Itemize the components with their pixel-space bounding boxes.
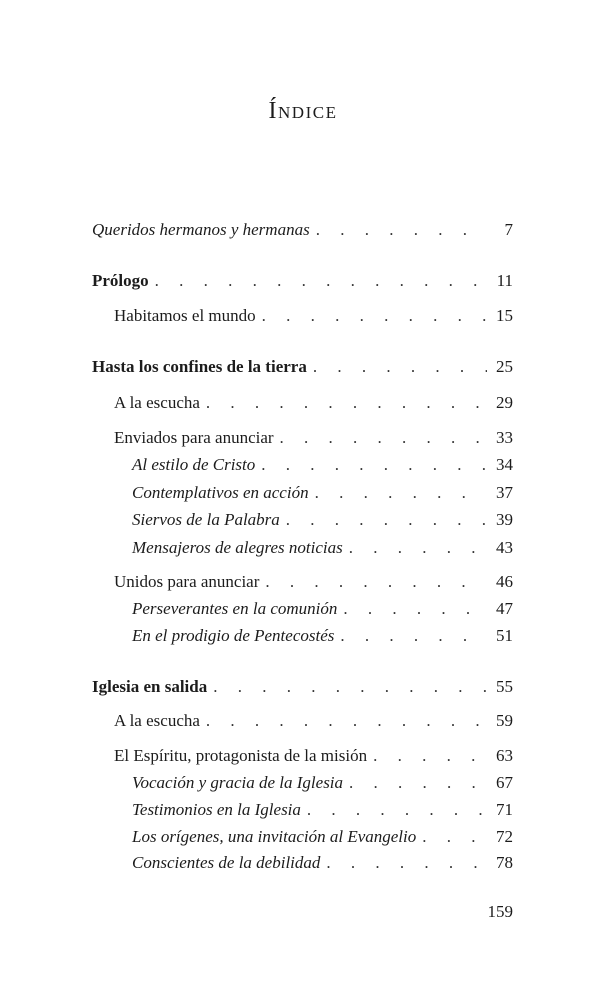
dot-leader: [309, 481, 487, 505]
toc-entry[interactable]: [92, 355, 513, 379]
toc-entry-page: 51: [496, 626, 513, 645]
toc-entry-title: Mensajeros de alegres noticias: [132, 538, 343, 557]
dot-leader: [320, 851, 487, 875]
dot-leader: [301, 798, 487, 822]
dot-leader: [343, 536, 487, 560]
toc-entry[interactable]: [92, 675, 513, 699]
toc-entry[interactable]: [132, 508, 513, 532]
toc-entry[interactable]: [132, 597, 513, 621]
toc-entry[interactable]: [114, 304, 513, 328]
toc-entry[interactable]: [92, 269, 513, 293]
toc-entry[interactable]: [114, 570, 513, 594]
dot-leader: [274, 426, 487, 450]
toc-entry-title: En el prodigio de Pentecostés: [132, 626, 335, 645]
toc-entry-title: Siervos de la Palabra: [132, 510, 280, 529]
dot-leader: [259, 570, 487, 594]
toc-entry-page: 55: [496, 677, 513, 696]
dot-leader: [207, 675, 487, 699]
toc-entry-page: 47: [496, 599, 513, 618]
toc-entry[interactable]: [114, 709, 513, 733]
toc-entry-page: 67: [496, 773, 513, 792]
toc-entry-page: 25: [496, 357, 513, 376]
toc-entry-title: Unidos para anunciar: [114, 572, 260, 591]
dot-leader: [310, 218, 487, 242]
dot-leader: [200, 391, 487, 415]
toc-entry[interactable]: [132, 624, 513, 648]
toc-entry[interactable]: [114, 426, 513, 450]
toc-entry-page: 39: [496, 510, 513, 529]
dot-leader: [255, 453, 487, 477]
dot-leader: [367, 744, 487, 768]
toc-entry-page: 11: [496, 271, 513, 290]
toc-entry-title: A la escucha: [114, 711, 200, 730]
dot-leader: [200, 709, 487, 733]
toc-entry-title: Los orígenes, una invitación al Evangelio: [132, 827, 417, 846]
toc-entry-page: 63: [496, 746, 513, 765]
dot-leader: [343, 771, 487, 795]
toc-entry-title: A la escucha: [114, 393, 200, 412]
toc-entry-title: Testimonios en la Iglesia: [132, 800, 301, 819]
toc-entry-title: Conscientes de la debilidad: [132, 853, 321, 872]
toc-entry-page: 72: [496, 827, 513, 846]
toc-entry-page: 37: [496, 483, 513, 502]
toc-entry-title: Queridos hermanos y hermanas: [92, 220, 310, 239]
toc-entry[interactable]: [114, 391, 513, 415]
dot-leader: [307, 355, 487, 379]
toc-entry[interactable]: [92, 218, 513, 242]
toc-entry-title: Hasta los confines de la tierra: [92, 357, 307, 376]
toc-entry-page: 78: [496, 853, 513, 872]
toc-entry-title: El Espíritu, protagonista de la misión: [114, 746, 368, 765]
dot-leader: [280, 508, 487, 532]
toc-entry-title: Enviados para anunciar: [114, 428, 274, 447]
dot-leader: [334, 624, 487, 648]
toc-entry-page: 29: [496, 393, 513, 412]
toc-entry[interactable]: [132, 825, 513, 849]
toc-entry-page: 71: [496, 800, 513, 819]
title-initial: Í: [268, 98, 279, 124]
toc-entry-title: Contemplativos en acción: [132, 483, 309, 502]
dot-leader: [256, 304, 487, 328]
toc-entry[interactable]: [132, 798, 513, 822]
dot-leader: [416, 825, 487, 849]
toc-entry[interactable]: [132, 453, 513, 477]
toc-entry-page: 7: [504, 220, 513, 239]
page-number: 159: [487, 902, 513, 921]
toc-entry[interactable]: [132, 851, 513, 875]
page-title: [0, 98, 606, 125]
toc-entry-title: Iglesia en salida: [92, 677, 208, 696]
toc-entry[interactable]: [132, 481, 513, 505]
toc-entry-page: 59: [496, 711, 513, 730]
toc-entry-page: 15: [496, 306, 513, 325]
toc-entry-page: 34: [496, 455, 513, 474]
toc-entry-page: 46: [496, 572, 513, 591]
toc-entry-title: Prólogo: [92, 271, 149, 290]
toc-entry-title: Vocación y gracia de la Iglesia: [132, 773, 344, 792]
toc-entry[interactable]: [132, 771, 513, 795]
dot-leader: [337, 597, 487, 621]
toc-entry-page: 43: [496, 538, 513, 557]
toc-entry-title: Perseverantes en la comunión: [132, 599, 338, 618]
toc-entry[interactable]: [114, 744, 513, 768]
dot-leader: [149, 269, 487, 293]
toc-entry-page: 33: [496, 428, 513, 447]
toc-entry-title: Al estilo de Cristo: [132, 455, 256, 474]
toc-entry[interactable]: [132, 536, 513, 560]
title-rest: ndice: [278, 98, 338, 124]
toc-entry-title: Habitamos el mundo: [114, 306, 256, 325]
